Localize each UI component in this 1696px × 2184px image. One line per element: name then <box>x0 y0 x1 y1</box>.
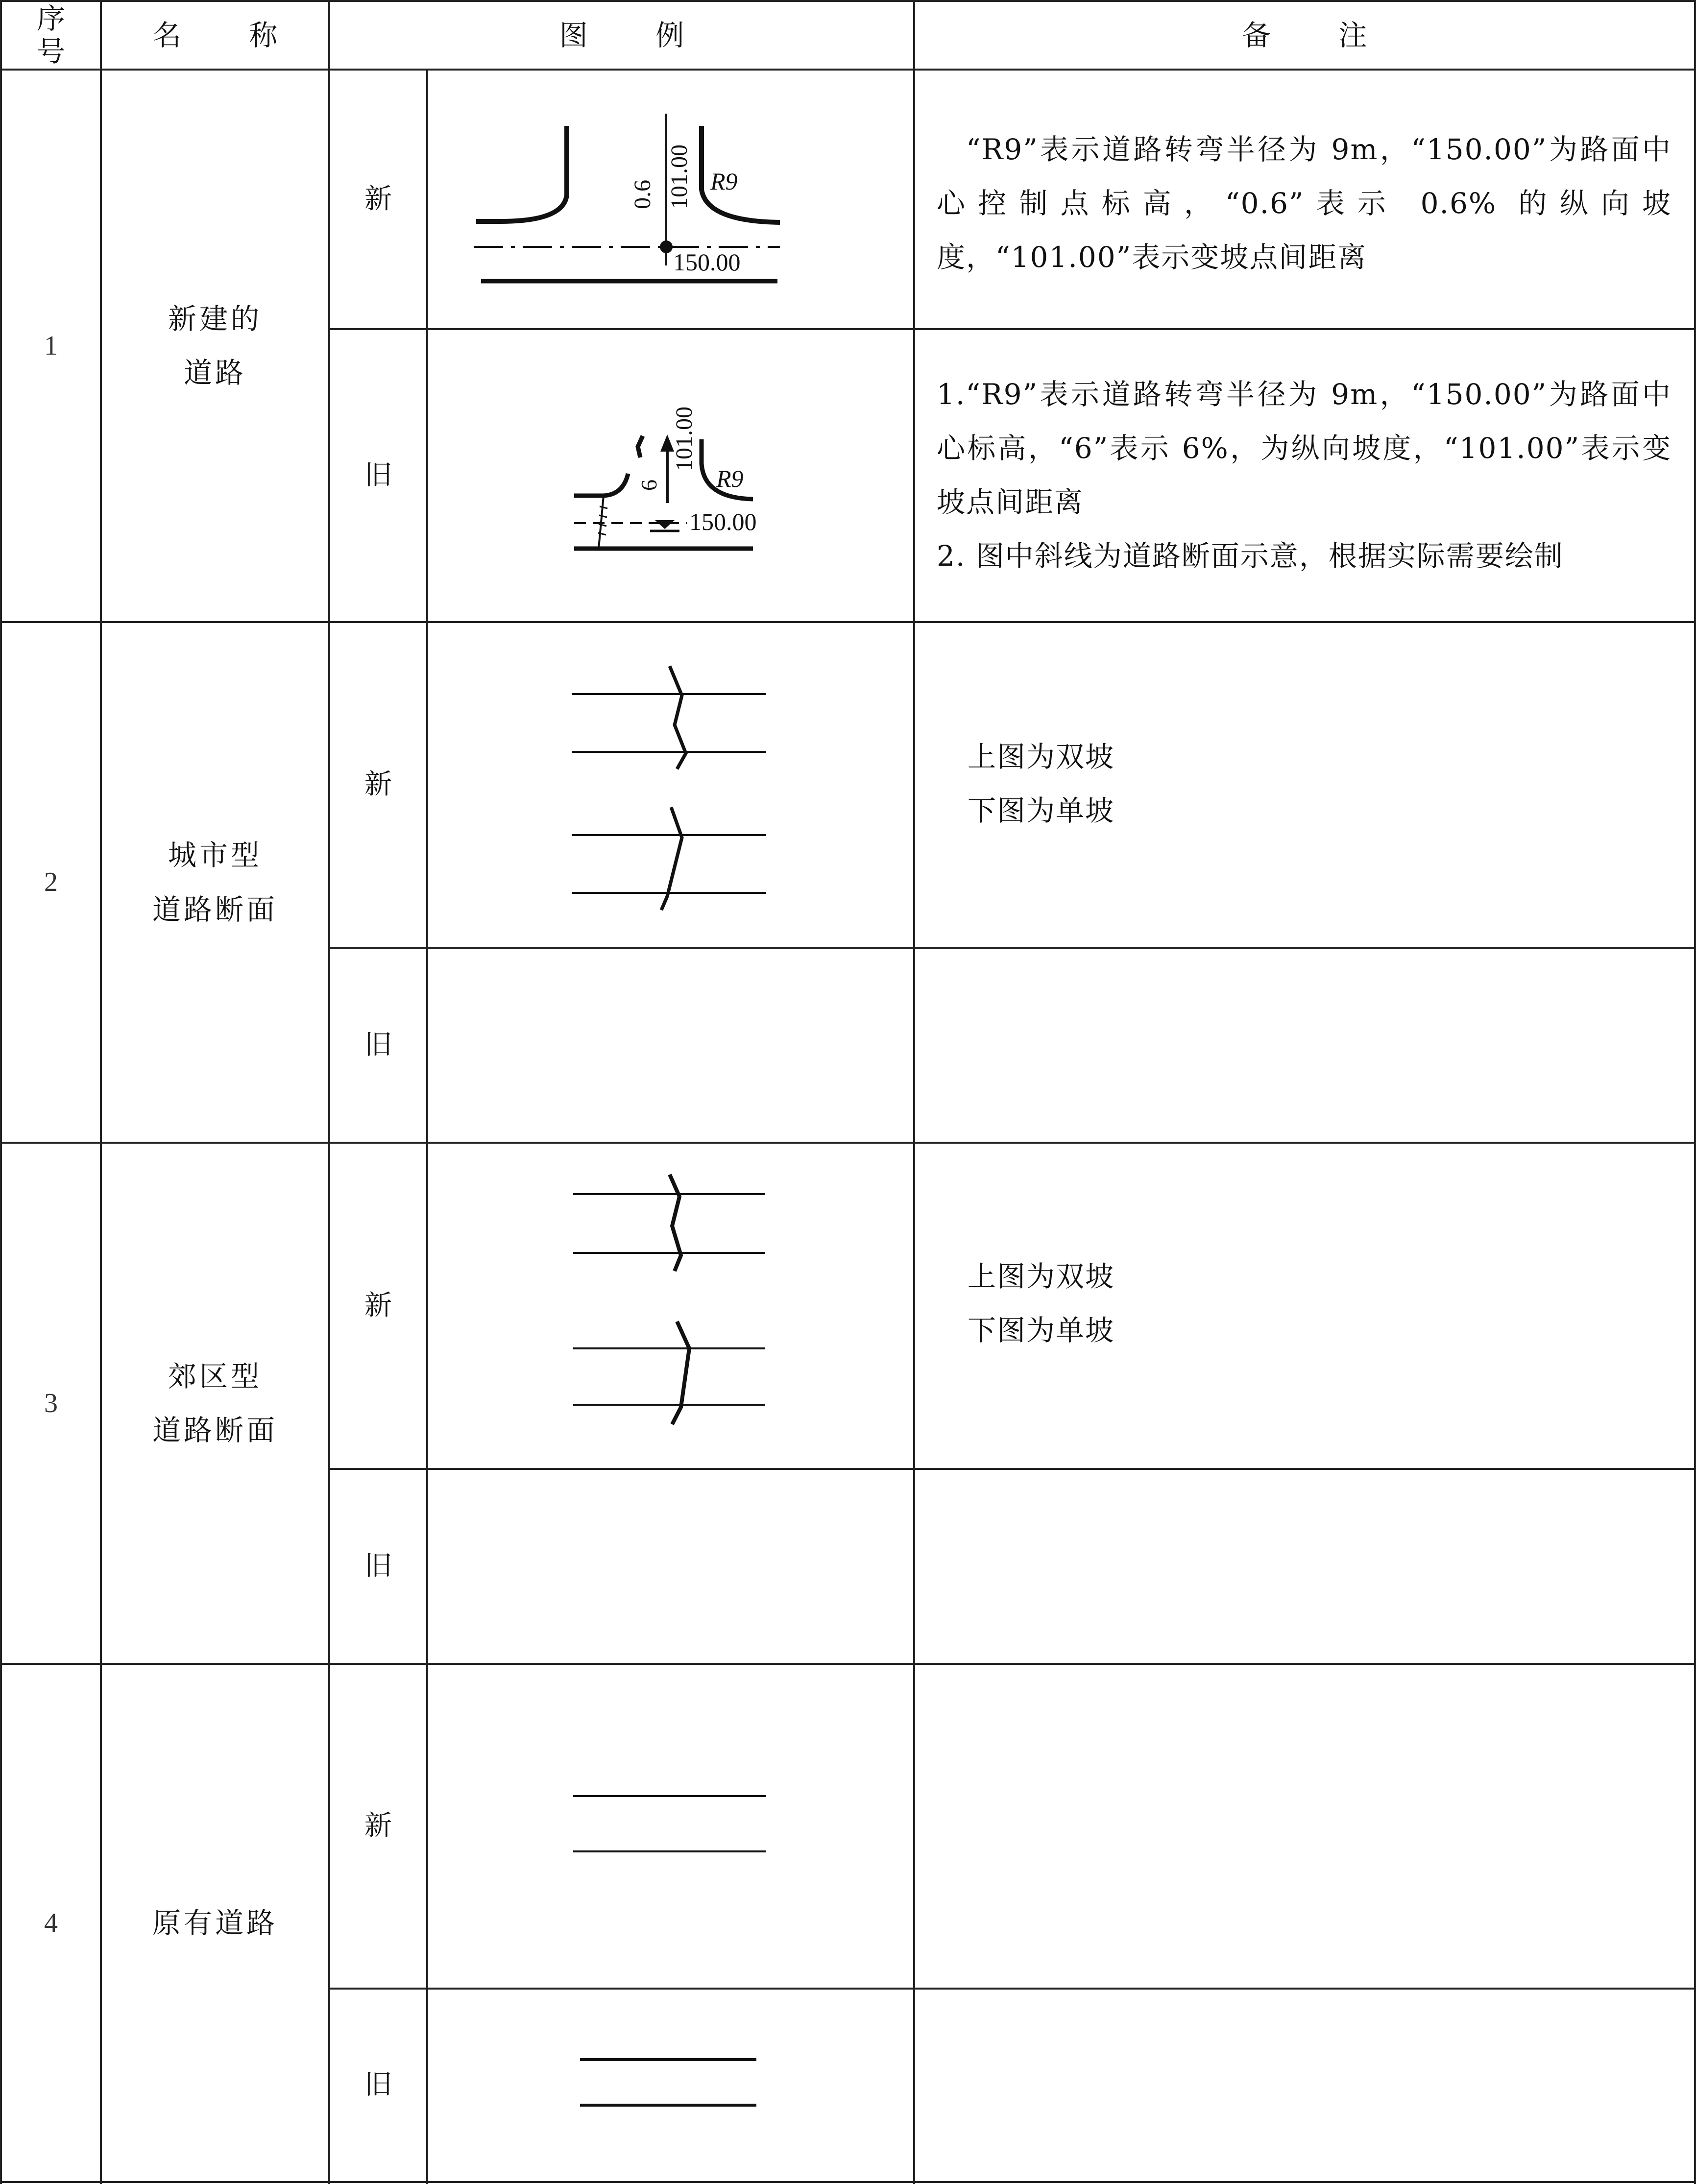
old-elevation-label: 150.00 <box>689 508 757 535</box>
old-radius-label: R9 <box>716 465 744 492</box>
elevation-marker-icon <box>655 520 675 529</box>
row-3-seq: 3 <box>44 1388 58 1418</box>
new-radius-label: R9 <box>710 168 738 195</box>
old-distance-label: 101.00 <box>671 407 697 471</box>
row-4-new-label: 新 <box>364 1810 392 1842</box>
header-seq: 序 号 <box>36 2 95 68</box>
new-elevation-label: 150.00 <box>673 248 741 276</box>
row-4-name: 原有道路 <box>152 1906 278 1940</box>
suburban-road-section-symbol <box>427 1143 914 1469</box>
row-1-seq: 1 <box>44 330 58 361</box>
control-point-dot <box>660 240 673 253</box>
row-2-new-label: 新 <box>364 768 392 801</box>
header-remark: 备 注 <box>1242 18 1397 52</box>
new-distance-label: 101.00 <box>666 144 692 209</box>
row-4-seq: 4 <box>44 1907 58 1938</box>
row-4-old-label: 旧 <box>364 2069 392 2101</box>
row-2-seq: 2 <box>44 867 58 898</box>
row-1-old-label: 旧 <box>364 459 392 491</box>
new-slope-label: 0.6 <box>630 180 655 209</box>
row-1-name: 新建的 道路 <box>168 302 262 389</box>
row-2-old-label: 旧 <box>364 1029 392 1061</box>
old-road-symbol <box>427 329 914 622</box>
row-3-old-label: 旧 <box>364 1550 392 1582</box>
row-3-name: 郊区型 道路断面 <box>152 1359 278 1447</box>
old-slope-label: 6 <box>636 480 661 491</box>
row-2-new-remark: 上图为双坡 下图为单坡 <box>968 740 1115 827</box>
row-3-new-label: 新 <box>364 1289 392 1321</box>
row-1-new-remark: “R9”表示道路转弯半径为 9m，“150.00”为路面中心控制点标高，“0.6”表示 0.6% 的纵向坡度，“101.00”表示变坡点间距离 <box>937 133 1672 274</box>
header-name: 名 称 <box>152 18 307 52</box>
existing-road-new-symbol <box>427 1664 914 1989</box>
new-road-symbol <box>427 70 914 329</box>
row-2-name: 城市型 道路断面 <box>152 839 278 926</box>
row-1-old-remark: 1.“R9”表示道路转弯半径为 9m，“150.00”为路面中心标高，“6”表示 6%，为纵向坡度，“101.00”表示变坡点间距离 2. 图中斜线为道路断面示意，根据实际需要绘制 <box>937 378 1672 573</box>
urban-road-section-symbol <box>427 622 914 948</box>
existing-road-old-symbol <box>427 1989 914 2182</box>
header-legend: 图 例 <box>559 18 714 52</box>
row-1-new-label: 新 <box>364 183 392 215</box>
row-3-new-remark: 上图为双坡 下图为单坡 <box>968 1260 1115 1347</box>
